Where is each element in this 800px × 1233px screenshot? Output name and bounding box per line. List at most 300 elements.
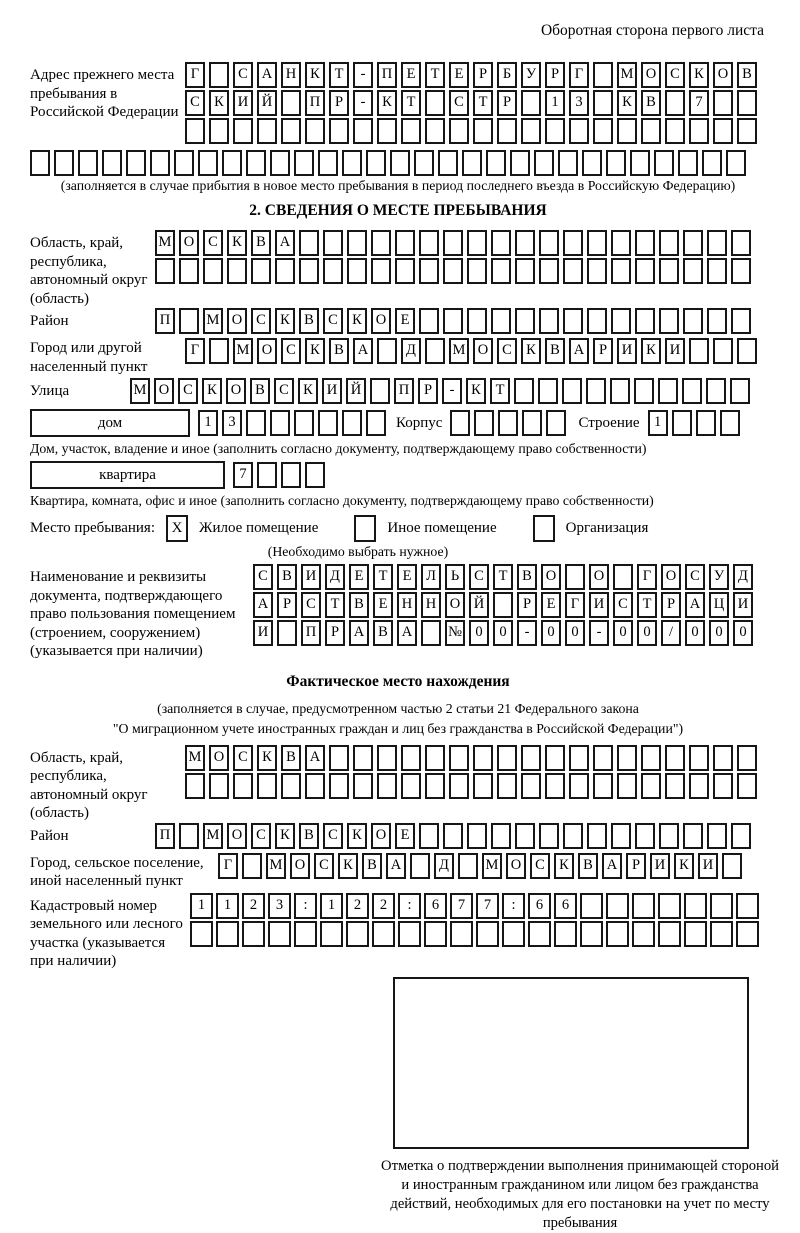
- document-row-1: [253, 564, 766, 590]
- char-cell: [401, 745, 421, 771]
- char-cell: [737, 773, 757, 799]
- char-cell: М: [617, 62, 637, 88]
- char-cell: [563, 308, 583, 334]
- char-cell: Ц: [709, 592, 729, 618]
- char-cell: [342, 150, 362, 176]
- char-cell: И: [322, 378, 342, 404]
- char-cell: М: [155, 230, 175, 256]
- actual-region-grid: [185, 745, 766, 801]
- char-cell: [419, 823, 439, 849]
- char-cell: 1: [190, 893, 213, 919]
- char-cell: [606, 921, 629, 947]
- char-cell: К: [209, 90, 229, 116]
- char-cell: О: [371, 823, 391, 849]
- char-cell: [682, 378, 702, 404]
- char-cell: О: [226, 378, 246, 404]
- house-note: Дом, участок, владение и иное (заполнить согласно документу, подтверждающему право собственности): [30, 441, 647, 456]
- address-row-1: [185, 62, 766, 88]
- char-cell: [450, 410, 470, 436]
- char-cell: К: [347, 823, 367, 849]
- char-cell: О: [154, 378, 174, 404]
- char-cell: [613, 564, 633, 590]
- char-cell: [569, 118, 589, 144]
- char-cell: [371, 230, 391, 256]
- char-cell: Л: [421, 564, 441, 590]
- document-label: Наименование и реквизиты документа, подтверждающего право пользования помещением (строением, сооружением) (указывается при наличии): [30, 569, 236, 659]
- char-cell: [563, 230, 583, 256]
- char-cell: Е: [395, 308, 415, 334]
- region-block: [30, 230, 766, 308]
- char-cell: О: [661, 564, 681, 590]
- char-cell: [635, 823, 655, 849]
- char-cell: Р: [593, 338, 613, 364]
- char-cell: 0: [709, 620, 729, 646]
- stay-type-option-residential: Жилое помещение: [199, 520, 319, 536]
- char-cell: [606, 893, 629, 919]
- char-cell: [684, 893, 707, 919]
- char-cell: [155, 258, 175, 284]
- char-cell: 6: [528, 893, 551, 919]
- char-cell: [370, 378, 390, 404]
- char-cell: [634, 378, 654, 404]
- char-cell: О: [641, 62, 661, 88]
- char-cell: [562, 378, 582, 404]
- char-cell: [606, 150, 626, 176]
- char-cell: А: [257, 62, 277, 88]
- char-cell: [539, 258, 559, 284]
- char-cell: :: [502, 893, 525, 919]
- char-cell: [707, 230, 727, 256]
- char-cell: И: [665, 338, 685, 364]
- char-cell: [414, 150, 434, 176]
- char-cell: О: [209, 745, 229, 771]
- char-cell: Н: [281, 62, 301, 88]
- previous-address-block: [30, 62, 766, 146]
- char-cell: [710, 921, 733, 947]
- char-cell: С: [251, 308, 271, 334]
- char-cell: [347, 230, 367, 256]
- char-cell: В: [299, 823, 319, 849]
- char-cell: [281, 462, 301, 488]
- street-block: [30, 378, 766, 406]
- apartment-note: Квартира, комната, офис и иное (заполнить согласно документу, подтверждающему право собственности): [30, 493, 654, 508]
- char-cell: К: [377, 90, 397, 116]
- char-cell: [299, 230, 319, 256]
- char-cell: С: [323, 308, 343, 334]
- char-cell: М: [233, 338, 253, 364]
- char-cell: Р: [517, 592, 537, 618]
- char-cell: [539, 823, 559, 849]
- char-cell: И: [253, 620, 273, 646]
- char-cell: [707, 258, 727, 284]
- char-cell: [179, 308, 199, 334]
- char-cell: [515, 258, 535, 284]
- char-cell: Д: [401, 338, 421, 364]
- char-cell: [329, 745, 349, 771]
- char-cell: [632, 921, 655, 947]
- char-cell: [323, 230, 343, 256]
- char-cell: С: [233, 62, 253, 88]
- city-label: Город или другой населенный пункт: [30, 340, 148, 375]
- korpus-cells: [450, 410, 566, 436]
- char-cell: [203, 258, 223, 284]
- char-cell: -: [353, 90, 373, 116]
- char-cell: [458, 853, 478, 879]
- char-cell: [474, 410, 494, 436]
- char-cell: П: [394, 378, 414, 404]
- char-cell: В: [329, 338, 349, 364]
- char-cell: П: [305, 90, 325, 116]
- char-cell: [522, 410, 542, 436]
- char-cell: [521, 118, 541, 144]
- char-cell: Е: [349, 564, 369, 590]
- char-cell: [726, 150, 746, 176]
- char-cell: И: [617, 338, 637, 364]
- char-cell: [209, 338, 229, 364]
- char-cell: [377, 338, 397, 364]
- char-cell: [545, 745, 565, 771]
- char-cell: [582, 150, 602, 176]
- char-cell: А: [602, 853, 622, 879]
- char-cell: [707, 823, 727, 849]
- actual-location-note-2: "О миграционном учете иностранных граждан и лиц без гражданства в Российской Федерации"): [112, 720, 684, 736]
- actual-district-label: Район: [30, 827, 69, 844]
- char-cell: [251, 258, 271, 284]
- char-cell: [731, 308, 751, 334]
- char-cell: [635, 230, 655, 256]
- char-cell: [635, 308, 655, 334]
- char-cell: [299, 258, 319, 284]
- char-cell: [270, 410, 290, 436]
- char-cell: 2: [372, 893, 395, 919]
- char-cell: [126, 150, 146, 176]
- char-cell: [610, 378, 630, 404]
- char-cell: С: [314, 853, 334, 879]
- char-cell: М: [203, 823, 223, 849]
- char-cell: Е: [401, 62, 421, 88]
- char-cell: И: [233, 90, 253, 116]
- char-cell: Г: [185, 62, 205, 88]
- char-cell: [521, 745, 541, 771]
- char-cell: 3: [222, 410, 242, 436]
- char-cell: [419, 230, 439, 256]
- char-cell: [246, 410, 266, 436]
- char-cell: [586, 378, 606, 404]
- char-cell: В: [517, 564, 537, 590]
- char-cell: [257, 773, 277, 799]
- char-cell: [467, 230, 487, 256]
- char-cell: [706, 378, 726, 404]
- char-cell: [401, 773, 421, 799]
- char-cell: 0: [733, 620, 753, 646]
- char-cell: [641, 773, 661, 799]
- char-cell: [179, 258, 199, 284]
- char-cell: [659, 823, 679, 849]
- char-cell: [539, 230, 559, 256]
- char-cell: [611, 823, 631, 849]
- char-cell: [294, 410, 314, 436]
- char-cell: А: [253, 592, 273, 618]
- char-cell: [497, 745, 517, 771]
- char-cell: О: [541, 564, 561, 590]
- char-cell: [659, 308, 679, 334]
- char-cell: И: [650, 853, 670, 879]
- char-cell: [366, 150, 386, 176]
- char-cell: И: [733, 592, 753, 618]
- char-cell: Р: [277, 592, 297, 618]
- char-cell: Й: [257, 90, 277, 116]
- char-cell: О: [445, 592, 465, 618]
- char-cell: [222, 150, 242, 176]
- char-cell: И: [301, 564, 321, 590]
- char-cell: Д: [325, 564, 345, 590]
- house-cells: [198, 410, 386, 436]
- char-cell: [209, 62, 229, 88]
- char-cell: 6: [554, 893, 577, 919]
- char-cell: [558, 150, 578, 176]
- char-cell: В: [545, 338, 565, 364]
- char-cell: В: [299, 308, 319, 334]
- char-cell: [632, 893, 655, 919]
- char-cell: [372, 921, 395, 947]
- char-cell: А: [685, 592, 705, 618]
- char-cell: В: [281, 745, 301, 771]
- char-cell: [353, 745, 373, 771]
- stroenie-label: Строение: [578, 414, 640, 431]
- char-cell: К: [275, 308, 295, 334]
- char-cell: [443, 308, 463, 334]
- section2-title: 2. СВЕДЕНИЯ О МЕСТЕ ПРЕБЫВАНИЯ: [249, 202, 547, 219]
- char-cell: [246, 150, 266, 176]
- char-cell: [630, 150, 650, 176]
- char-cell: [395, 230, 415, 256]
- char-cell: К: [641, 338, 661, 364]
- char-cell: [683, 230, 703, 256]
- char-cell: О: [257, 338, 277, 364]
- char-cell: [521, 90, 541, 116]
- char-cell: [227, 258, 247, 284]
- char-cell: [736, 921, 759, 947]
- char-cell: [424, 921, 447, 947]
- char-cell: [491, 823, 511, 849]
- char-cell: Р: [497, 90, 517, 116]
- document-block: [30, 564, 766, 661]
- char-cell: [467, 258, 487, 284]
- char-cell: [410, 853, 430, 879]
- char-cell: [329, 118, 349, 144]
- char-cell: Р: [329, 90, 349, 116]
- char-cell: [587, 308, 607, 334]
- char-cell: 7: [233, 462, 253, 488]
- region-label: Область, край, республика, автономный округ (область): [30, 235, 148, 307]
- char-cell: [683, 823, 703, 849]
- char-cell: Г: [569, 62, 589, 88]
- char-cell: С: [203, 230, 223, 256]
- char-cell: -: [442, 378, 462, 404]
- char-cell: [30, 150, 50, 176]
- char-cell: -: [517, 620, 537, 646]
- char-cell: [641, 745, 661, 771]
- char-cell: [425, 745, 445, 771]
- actual-region-label: Область, край, республика, автономный округ (область): [30, 749, 148, 821]
- char-cell: [593, 90, 613, 116]
- char-cell: К: [202, 378, 222, 404]
- address-row-full-width: [30, 150, 766, 176]
- char-cell: В: [641, 90, 661, 116]
- char-cell: [696, 410, 716, 436]
- char-cell: [425, 338, 445, 364]
- actual-region-row-2: [185, 773, 766, 799]
- char-cell: [425, 118, 445, 144]
- char-cell: [467, 308, 487, 334]
- actual-district-block: [30, 823, 766, 851]
- char-cell: [611, 308, 631, 334]
- char-cell: 7: [689, 90, 709, 116]
- char-cell: [713, 773, 733, 799]
- stay-type-checkbox-other: [354, 515, 376, 542]
- char-cell: К: [305, 338, 325, 364]
- char-cell: [473, 773, 493, 799]
- char-cell: О: [506, 853, 526, 879]
- char-cell: Й: [469, 592, 489, 618]
- region-row-1: [155, 230, 766, 256]
- char-cell: С: [323, 823, 343, 849]
- char-cell: [294, 921, 317, 947]
- char-cell: [658, 921, 681, 947]
- char-cell: [371, 258, 391, 284]
- char-cell: К: [554, 853, 574, 879]
- char-cell: [659, 230, 679, 256]
- char-cell: 7: [476, 893, 499, 919]
- char-cell: [514, 378, 534, 404]
- cadastral-block: [30, 893, 766, 971]
- char-cell: [617, 773, 637, 799]
- char-cell: П: [377, 62, 397, 88]
- char-cell: [515, 308, 535, 334]
- char-cell: [486, 150, 506, 176]
- char-cell: [491, 308, 511, 334]
- char-cell: [659, 258, 679, 284]
- char-cell: К: [298, 378, 318, 404]
- actual-location-title: Фактическое место нахождения: [286, 672, 510, 690]
- char-cell: В: [737, 62, 757, 88]
- char-cell: [318, 410, 338, 436]
- char-cell: [635, 258, 655, 284]
- char-cell: С: [685, 564, 705, 590]
- document-grid: [253, 564, 766, 648]
- char-cell: М: [203, 308, 223, 334]
- char-cell: [689, 745, 709, 771]
- char-cell: [443, 823, 463, 849]
- char-cell: Г: [218, 853, 238, 879]
- char-cell: [257, 118, 277, 144]
- char-cell: 0: [565, 620, 585, 646]
- char-cell: [398, 921, 421, 947]
- char-cell: [684, 921, 707, 947]
- char-cell: 1: [198, 410, 218, 436]
- char-cell: М: [449, 338, 469, 364]
- char-cell: [473, 118, 493, 144]
- char-cell: [305, 773, 325, 799]
- char-cell: [521, 773, 541, 799]
- char-cell: Т: [401, 90, 421, 116]
- char-cell: [54, 150, 74, 176]
- char-cell: 1: [216, 893, 239, 919]
- char-cell: 1: [545, 90, 565, 116]
- char-cell: [242, 853, 262, 879]
- char-cell: С: [274, 378, 294, 404]
- char-cell: [353, 773, 373, 799]
- actual-city-block: [30, 853, 766, 891]
- char-cell: [281, 773, 301, 799]
- actual-region-block: [30, 745, 766, 823]
- stamp-caption: Отметка о подтверждении выполнения принимающей стороной и иностранным гражданином или лицом без гражданства действий, необходимых для его постановки на учет по месту пребывания: [381, 1157, 779, 1231]
- char-cell: У: [521, 62, 541, 88]
- char-cell: Р: [626, 853, 646, 879]
- char-cell: 3: [268, 893, 291, 919]
- char-cell: [150, 150, 170, 176]
- char-cell: [707, 308, 727, 334]
- char-cell: М: [130, 378, 150, 404]
- char-cell: [713, 745, 733, 771]
- char-cell: [546, 410, 566, 436]
- char-cell: [390, 150, 410, 176]
- street-row: [130, 378, 766, 404]
- char-cell: [467, 823, 487, 849]
- char-cell: 1: [320, 893, 343, 919]
- char-cell: [305, 462, 325, 488]
- char-cell: С: [251, 823, 271, 849]
- char-cell: [198, 150, 218, 176]
- char-cell: 7: [450, 893, 473, 919]
- char-cell: О: [473, 338, 493, 364]
- char-cell: [593, 773, 613, 799]
- char-cell: [672, 410, 692, 436]
- address-row-2: [185, 90, 766, 116]
- char-cell: [569, 745, 589, 771]
- char-cell: В: [277, 564, 297, 590]
- char-cell: О: [227, 308, 247, 334]
- stay-type-label: Место пребывания:: [30, 520, 155, 536]
- char-cell: [737, 118, 757, 144]
- char-cell: [294, 150, 314, 176]
- char-cell: [617, 118, 637, 144]
- char-cell: В: [250, 378, 270, 404]
- char-cell: [565, 564, 585, 590]
- char-cell: /: [661, 620, 681, 646]
- char-cell: К: [347, 308, 367, 334]
- korpus-label: Корпус: [396, 414, 443, 431]
- address-row-3: [185, 118, 766, 144]
- char-cell: Ь: [445, 564, 465, 590]
- char-cell: С: [613, 592, 633, 618]
- char-cell: [179, 823, 199, 849]
- char-cell: [713, 118, 733, 144]
- char-cell: [611, 230, 631, 256]
- char-cell: [190, 921, 213, 947]
- document-row-2: [253, 592, 766, 618]
- char-cell: [401, 118, 421, 144]
- char-cell: [665, 745, 685, 771]
- char-cell: В: [362, 853, 382, 879]
- char-cell: [281, 90, 301, 116]
- char-cell: [233, 773, 253, 799]
- char-cell: 6: [424, 893, 447, 919]
- actual-region-row-1: [185, 745, 766, 771]
- char-cell: 0: [493, 620, 513, 646]
- stamp-box: [393, 977, 749, 1149]
- char-cell: К: [466, 378, 486, 404]
